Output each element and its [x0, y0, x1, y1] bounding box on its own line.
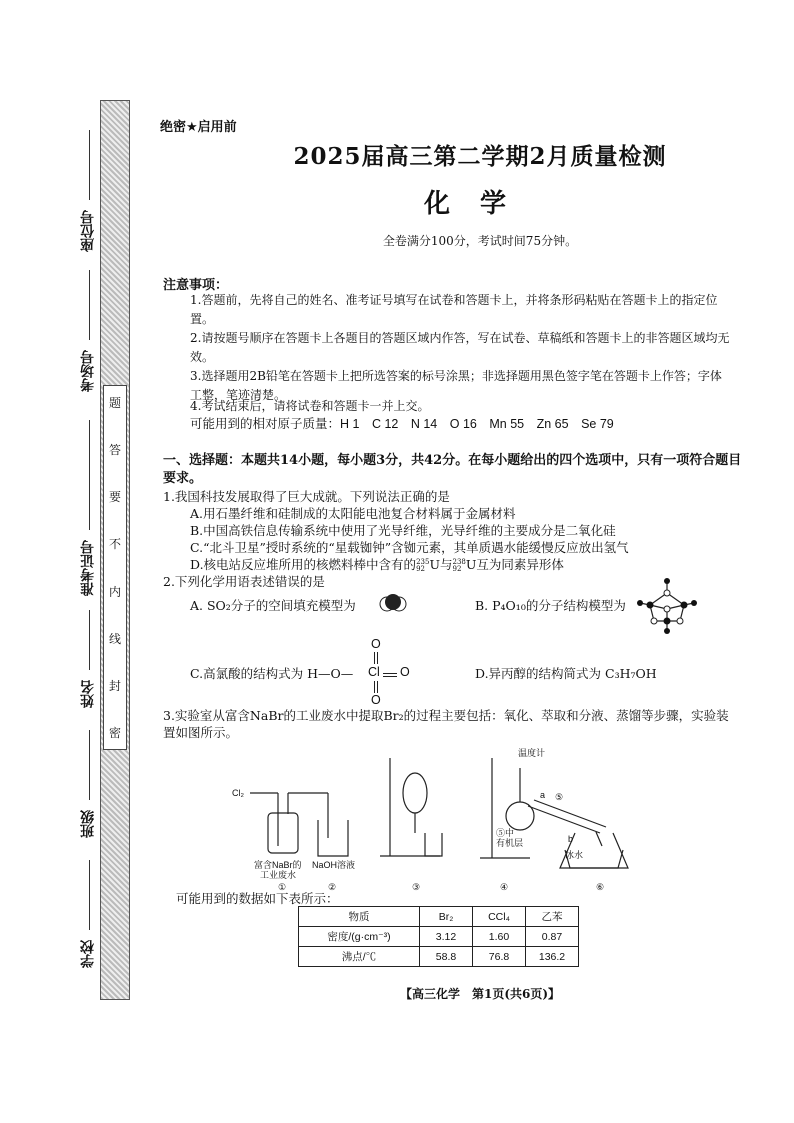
perchloric-acid-structure: O Cl O O	[368, 637, 410, 707]
name-line	[89, 610, 90, 670]
seat-number-label: 座位号	[80, 210, 96, 252]
note-item: 2.请按题号顺序在答题卡上各题目的答题区域内作答，写在试卷、草稿纸和答题卡上的非答题区域均无效。	[190, 331, 730, 364]
p4o10-structure-model	[632, 575, 702, 637]
svg-text:③: ③	[412, 882, 421, 892]
question-1-stem: 1.我国科技发展取得了巨大成就。下列说法正确的是	[163, 489, 450, 504]
seal-char: 答	[108, 443, 121, 458]
table-row	[299, 927, 579, 947]
atomic-masses: 可能用到的相对原子质量：H 1 C 12 N 14 O 16 Mn 55 Zn 65 Se 79	[190, 417, 614, 431]
question-1-option-a: A.用石墨纤维和硅制成的太阳能电池复合材料属于金属材料	[190, 506, 516, 521]
table-cell: 1.60	[473, 927, 526, 947]
svg-text:a: a	[540, 790, 546, 800]
seal-char: 内	[108, 584, 121, 599]
svg-text:工业废水: 工业废水	[260, 870, 297, 880]
table-header-row	[299, 907, 579, 927]
svg-text:①: ①	[278, 882, 287, 892]
question-1-option-b: B.中国高铁信息传输系统中使用了光导纤维，光导纤维的主要成分是二氧化硅	[190, 523, 616, 538]
page-footer: 【高三化学 第1页(共6页)】	[399, 987, 561, 1001]
table-cell: 136.2	[526, 947, 579, 967]
svg-text:⑤: ⑤	[555, 792, 564, 802]
table-cell: 58.8	[420, 947, 473, 967]
table-cell: 密度/(g·cm⁻³)	[299, 927, 420, 947]
svg-text:冰水: 冰水	[565, 850, 584, 860]
svg-text:b: b	[568, 834, 574, 844]
data-table	[298, 906, 579, 967]
svg-text:温度计: 温度计	[518, 748, 546, 758]
table-cell: 0.87	[526, 927, 579, 947]
data-table-note: 可能用到的数据如下表所示：	[176, 891, 339, 906]
confidential-mark: 绝密★启用前	[160, 120, 237, 135]
seal-char: 密	[108, 725, 121, 740]
table-header-cell: 物质	[299, 907, 420, 927]
exam-title: 2025届高三第二学期2月质量检测	[293, 143, 667, 170]
question-1-option-c: C.“北斗卫星”授时系统的“星载铷钟”含铷元素，其单质遇水能缓慢反应放出氢气	[190, 540, 629, 555]
question-1-option-d: D.核电站反应堆所用的核燃料棒中含有的 235 92 U与 238 92 U互为同素异形体	[190, 557, 564, 573]
ticket-number-label: 准考证号	[80, 540, 96, 596]
note-item: 3.选择题用2B铅笔在答题卡上把所选答案的标号涂黑；非选择题用黑色签字笔在答题卡上作答；字体工整，笔迹清楚。	[190, 369, 722, 402]
svg-text:⑤中: ⑤中	[496, 828, 515, 838]
subject-title: 化学	[423, 189, 536, 219]
school-line	[89, 860, 90, 930]
question-2-stem: 2.下列化学用语表述错误的是	[163, 574, 325, 589]
seal-char: 封	[108, 678, 121, 693]
question-2-option-d: D.异丙醇的结构简式为 C₃H₇OH	[475, 666, 657, 681]
notes-title: 注意事项：	[163, 278, 229, 293]
seat-number-line	[89, 130, 90, 200]
ticket-number-line	[89, 420, 90, 530]
name-label: 姓名	[80, 680, 96, 708]
so2-space-filling-model	[378, 592, 408, 616]
table-cell: 76.8	[473, 947, 526, 967]
question-2-option-b: B. P₄O₁₀的分子结构模型为	[475, 598, 626, 613]
school-label: 学校	[80, 940, 96, 968]
seal-char: 要	[108, 490, 121, 505]
table-cell: 沸点/℃	[299, 947, 420, 967]
svg-text:④: ④	[500, 882, 509, 892]
exam-room-line	[89, 270, 90, 340]
seal-line-box	[103, 385, 127, 750]
table-header-cell: CCl₄	[473, 907, 526, 927]
experiment-apparatus-diagram	[230, 738, 650, 893]
class-label: 班级	[80, 810, 96, 838]
score-info: 全卷满分100分，考试时间75分钟。	[382, 234, 578, 248]
table-cell: 3.12	[420, 927, 473, 947]
note-item: 4.考试结束后，请将试卷和答题卡一并上交。	[190, 399, 430, 413]
seal-char: 题	[108, 396, 121, 410]
table-header-cell: Br₂	[420, 907, 473, 927]
table-row	[299, 947, 579, 967]
seal-char: 不	[108, 537, 121, 552]
class-line	[89, 730, 90, 800]
table-header-cell: 乙苯	[526, 907, 579, 927]
svg-text:NaOH溶液: NaOH溶液	[312, 860, 356, 870]
svg-text:Cl₂: Cl₂	[232, 788, 244, 798]
seal-char: 线	[108, 631, 121, 646]
binding-sidebar	[0, 0, 135, 1123]
section-heading: 一、选择题：本题共14小题，每小题3分，共42分。在每小题给出的四个选项中，只有一项符合题目要求。	[163, 453, 742, 486]
svg-text:富含NaBr的: 富含NaBr的	[254, 860, 302, 870]
exam-room-label: 考场号	[80, 350, 96, 392]
svg-text:⑥: ⑥	[596, 882, 605, 892]
svg-text:有机层: 有机层	[496, 838, 524, 848]
question-2-option-c: C.高氯酸的结构式为 H—O—	[190, 666, 354, 681]
question-3-stem: 3.实验室从富含NaBr的工业废水中提取Br₂的过程主要包括：氧化、萃取和分液、蒸馏等步骤，实验装置如图所示。	[163, 708, 729, 740]
svg-text:②: ②	[328, 882, 337, 892]
question-2-option-a: A. SO₂分子的空间填充模型为	[190, 598, 356, 613]
note-item: 1.答题前，先将自己的姓名、准考证号填写在试卷和答题卡上，并将条形码粘贴在答题卡上的指定位置。	[190, 293, 718, 326]
